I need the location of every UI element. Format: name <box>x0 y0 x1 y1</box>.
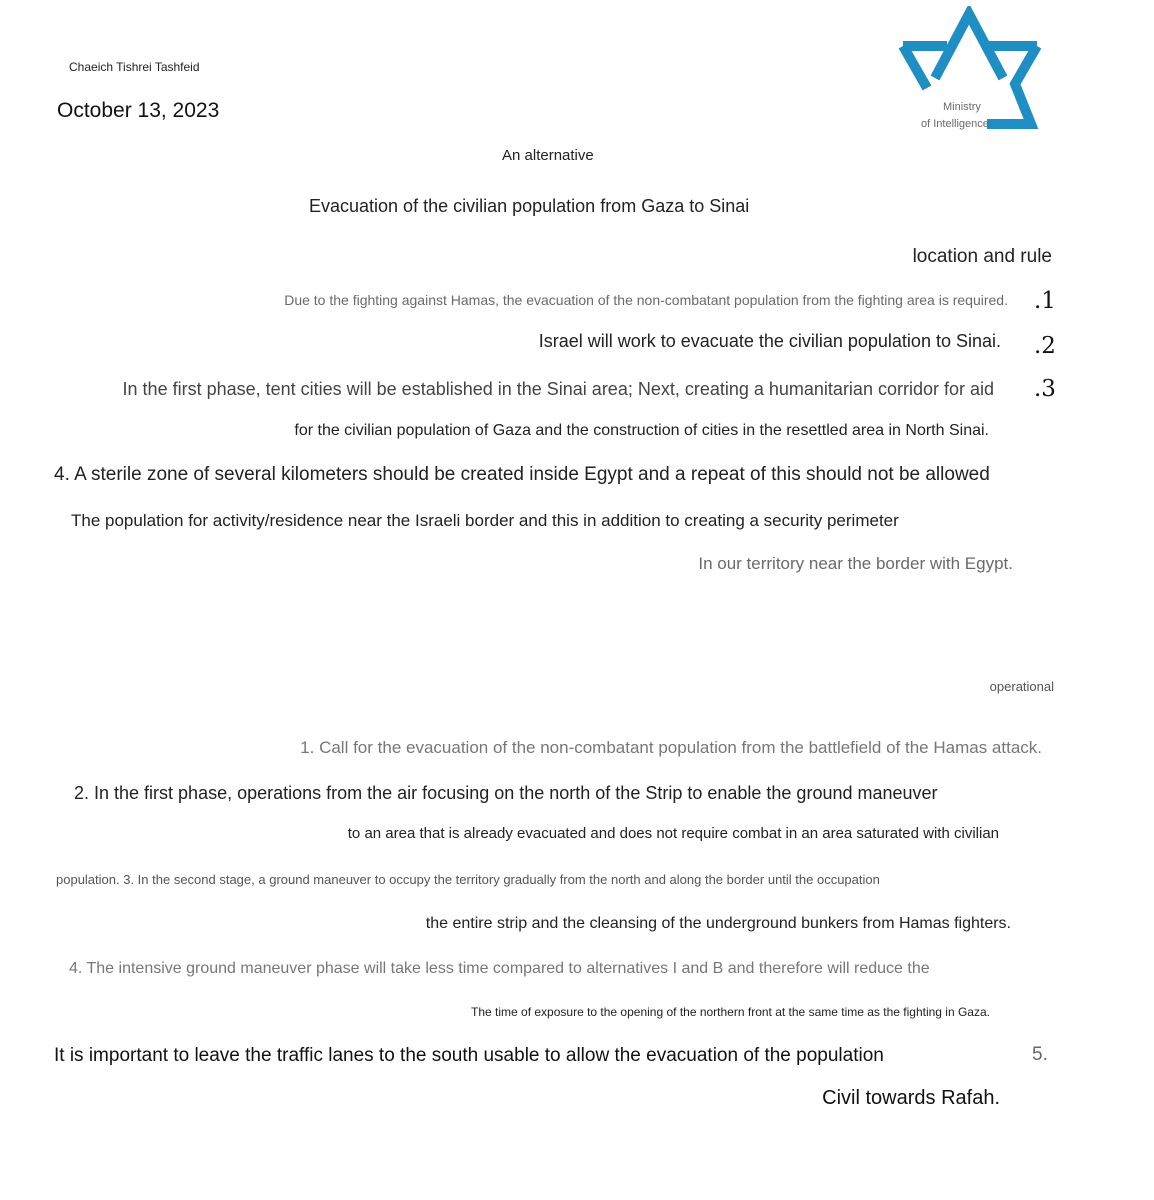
operational-line-1: 1. Call for the evacuation of the non-combatant population from the battlefield of the Hamas attack. <box>300 738 1042 757</box>
operational-line-7: The time of exposure to the opening of the northern front at the same time as the fighting in Gaza. <box>471 1005 990 1019</box>
author-line: Chaeich Tishrei Tashfeid <box>69 60 200 74</box>
item-5-number: 5. <box>1032 1044 1048 1065</box>
star-of-david-icon <box>897 6 1043 134</box>
operational-line-5: the entire strip and the cleansing of the underground bunkers from Hamas fighters. <box>425 915 1011 932</box>
item-2-text: Israel will work to evacuate the civilian population to Sinai. <box>538 331 1001 351</box>
item-5-text-line-2: Civil towards Rafah. <box>822 1087 1000 1109</box>
logo-line-1: Ministry <box>943 101 981 113</box>
item-3-text-line-1: In the first phase, tent cities will be established in the Sinai area; Next, creating a humanitarian corridor for aid <box>122 379 994 399</box>
item-1-text: Due to the fighting against Hamas, the evacuation of the non-combatant population from the fighting area is required. <box>284 292 1008 308</box>
item-3-number: .3 <box>1034 376 1056 402</box>
operational-line-4: population. 3. In the second stage, a ground maneuver to occupy the territory gradually from the north and along the border until the occupation <box>56 872 880 887</box>
item-2-number: .2 <box>1034 333 1056 359</box>
item-4-text-line-3: In our territory near the border with Egypt. <box>698 554 1013 573</box>
page-title: Evacuation of the civilian population from Gaza to Sinai <box>309 196 750 216</box>
document-date: October 13, 2023 <box>57 99 220 122</box>
section-heading-operational: operational <box>989 679 1054 694</box>
logo-line-2: of Intelligence <box>921 118 989 130</box>
operational-line-2: 2. In the first phase, operations from the air focusing on the north of the Strip to enable the ground maneuver <box>74 783 938 803</box>
item-5-text-line-1: It is important to leave the traffic lanes to the south usable to allow the evacuation of the population <box>54 1045 884 1066</box>
item-1-number: .1 <box>1034 288 1056 314</box>
operational-line-3: to an area that is already evacuated and does not require combat in an area saturated with civilian <box>347 825 999 842</box>
item-3-text-line-2: for the civilian population of Gaza and the construction of cities in the resettled area in North Sinai. <box>294 422 989 439</box>
item-4-text-line-1: 4. A sterile zone of several kilometers should be created inside Egypt and a repeat of this should not be allowed <box>54 464 990 485</box>
item-4-text-line-2: The population for activity/residence near the Israeli border and this in addition to creating a security perimeter <box>71 511 899 530</box>
subtitle: An alternative <box>502 147 594 164</box>
section-heading-location: location and rule <box>912 246 1052 267</box>
operational-line-6: 4. The intensive ground maneuver phase will take less time compared to alternatives I and B and therefore will reduce the <box>69 960 930 977</box>
